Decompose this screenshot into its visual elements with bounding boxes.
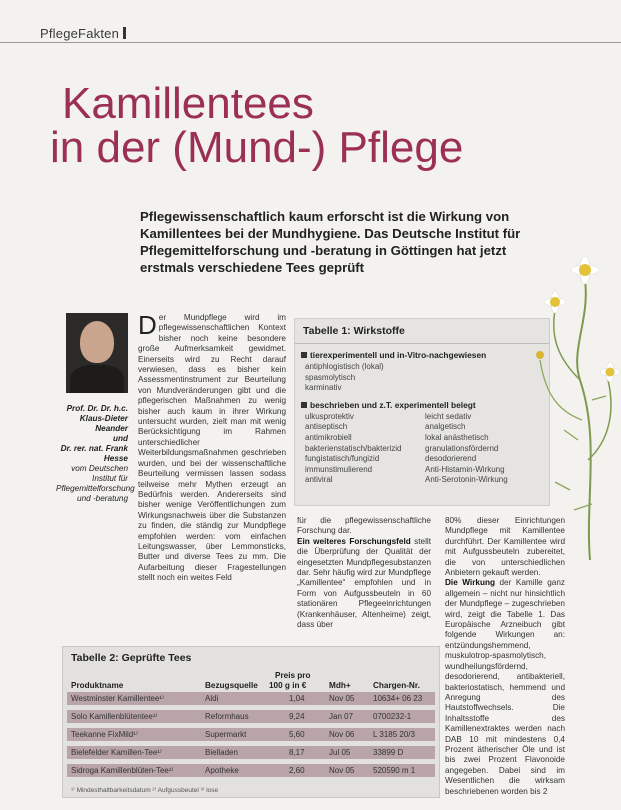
cell-product: Solo Kamillenblütentee¹⁾ [71, 712, 158, 721]
subheading-forschungsfeld: Ein weiteres Forschungsfeld [297, 536, 411, 546]
cell-charge: 10634+ 06 23 [373, 694, 423, 703]
cell-price: 8,17 [289, 748, 305, 757]
cell-mhd: Nov 05 [329, 694, 355, 703]
table-row [67, 728, 435, 741]
section-label [40, 26, 126, 41]
cell-charge: L 3185 20/3 [373, 730, 415, 739]
cell-product: Teekanne FixMild¹⁾ [71, 730, 138, 739]
cell-charge: 520590 m 1 [373, 766, 416, 775]
header-price-line2: 100 g in € [269, 681, 307, 690]
article-title [50, 79, 464, 172]
table1-item: fungistatisch/fungizid [305, 454, 380, 464]
table1-section2-label: beschrieben und z.T. experimentell belegt [310, 399, 476, 410]
table1-item: analgetisch [425, 422, 466, 432]
table1-item: antiviral [305, 475, 333, 485]
table2-footnote: ¹⁾ Mindesthaltbarkeitsdatum ²⁾ Aufgussbeutel ³⁾ lose [71, 787, 219, 794]
body-column-1 [138, 310, 286, 584]
header-price-line1: Preis pro [275, 671, 311, 680]
cell-charge: 0700232-1 [373, 712, 412, 721]
table2-title: Tabelle 2: Geprüfte Tees [71, 652, 192, 664]
cell-source: Apotheke [205, 766, 239, 775]
table1-item: antiseptisch [305, 422, 348, 432]
table1-item: leicht sedativ [425, 411, 472, 421]
author-portrait [66, 313, 128, 393]
cell-product: Sidroga Kamillenblüten-Tee¹⁾ [71, 766, 174, 775]
cell-source: Bielladen [205, 748, 238, 757]
table1-item: immunstimulierend [305, 464, 373, 474]
cell-charge: 33899 D [373, 748, 404, 757]
table1-item: spasmolytisch [305, 372, 356, 382]
cell-price: 5,60 [289, 730, 305, 739]
table-1 [294, 318, 550, 506]
table1-section1-list [305, 362, 539, 394]
chamomile-flower-illustration [530, 240, 621, 560]
cell-source: Aldi [205, 694, 219, 703]
author-and: und [112, 434, 128, 443]
table1-item: lokal anästhetisch [425, 432, 489, 442]
table1-section1 [301, 350, 543, 360]
body-col2-rest: stellt die Überprüfung der Qualität der eingesetzten Mundpflegesubstanzen dar. Sehr häufig wird zur Mundpflege „Kamillentee“ empfohlen und in Form von Aufgussbeuteln in 60 stationären Pflegeeinrichtungen (Krankenhäuser, Altenheime) zeigt, dass über [297, 536, 432, 630]
header-mhd: Mdh+ [329, 681, 351, 690]
table1-section2-list [305, 412, 539, 486]
table1-item: karminativ [305, 383, 342, 393]
portrait-head [80, 321, 114, 363]
table1-section1-label: tierexperimentell und in-Vitro-nachgewiesen [310, 350, 487, 360]
table-row [67, 764, 435, 777]
cell-mhd: Jan 07 [329, 712, 354, 721]
body-col3-text: 80% dieser Einrichtungen Mundpflege mit Kamillentee durchführt. Der Kamillentee wird mit Aufgussbeuteln zubereitet, die von unterschiedlichen Anbietern gekauft werden. [445, 516, 565, 578]
subheading-wirkung: Die Wirkung [445, 578, 495, 588]
section-label-text: PflegeFakten [40, 26, 120, 41]
table-row [67, 746, 435, 759]
cell-source: Reformhaus [205, 712, 249, 721]
table1-item: ulkusprotektiv [305, 411, 354, 421]
cell-mhd: Jul 05 [329, 748, 351, 757]
table1-item: bakterienstatisch/bakterizid [305, 443, 402, 453]
portrait-body [70, 365, 124, 393]
lead-paragraph: Pflegewissenschaftlich kaum erforscht ist die Wirkung von Kamillentees bei der Mundhygiene. Das Deutsche Institut für Pflegemittelforschung und -beratung in Göttingen hat jetzt erstmals verschiedene Tees geprüft [140, 209, 521, 275]
header-source: Bezugsquelle [205, 681, 258, 690]
bullet-square-icon [301, 402, 307, 408]
table1-item: Anti-Histamin-Wirkung [425, 464, 505, 474]
table-2 [62, 646, 440, 798]
body-column-3 [445, 516, 565, 797]
cell-source: Supermarkt [205, 730, 247, 739]
title-line2: in der (Mund-) Pflege [50, 123, 464, 172]
cell-product: Bielefelder Kamillen-Tee¹⁾ [71, 748, 162, 757]
table-row [67, 692, 435, 705]
cell-price: 2,60 [289, 766, 305, 775]
body-col2-text: für die pflegewissenschaftliche Forschung dar. [297, 516, 431, 536]
cell-product: Westminster Kamillentee¹⁾ [71, 694, 164, 703]
section-bar [123, 27, 126, 39]
table1-title: Tabelle 1: Wirkstoffe [295, 319, 549, 344]
cell-price: 9,24 [289, 712, 305, 721]
table-row [67, 710, 435, 723]
table1-section2 [301, 400, 543, 410]
table1-item: granulationsfördernd [425, 443, 499, 453]
body-col1-text: er Mundpflege wird im pflegewissenschaftlichen Kontext bisher noch keine besondere große Aufmerksamkeit gewidmet. Einerseits wird zu Recht darauf verwiesen, dass es bisher kein Assessmentinstrument zur Beurteilung von Mundveränderungen gibt und die pflegerischen Maßnahmen zu wenig bisher auch kaum in ihrer Wirkung untersucht wurden, zielt man mit wenig Berücksichtigung im Rahmen unterschiedlicher Weiterbildungsmaßnahmen geschrieben wurden, und bei der wissenschaftliche Beurteilung vermissen lassen sodass teilweise mehr Mythen erzeugt an Bedürfnis werden. Andererseits sind bisher wenige Veröffentlichungen zum Wirkungsnachweis über die Substanzen zu finden, die ständig zur Mundpflege empfohlen werden: vom einfachen Leitungswasser, über Lemmonsticks, Butter und diverse Tees zu mm. Die Aufarbeitung dieser Fragestellungen stellt noch ein weites Feld [138, 313, 286, 583]
table1-item: antimikrobiell [305, 432, 352, 442]
author-name-2: Dr. rer. nat. Frank Hesse [60, 444, 128, 463]
cell-price: 1,04 [289, 694, 305, 703]
header-divider [0, 42, 621, 43]
table1-item: antiphlogistisch (lokal) [305, 362, 384, 371]
header-charge: Chargen-Nr. [373, 681, 420, 690]
author-caption [56, 404, 135, 504]
dropcap: D [138, 310, 157, 340]
table1-item: desodorierend [425, 454, 477, 464]
body-column-2 [297, 516, 431, 630]
body-col3-rest: der Kamille ganz allgemein – nicht nur hinsichtlich der Mundpflege – zugeschrieben wird, zeigt die Tabelle 1. Das Europäische Arzneibuch gibt folgende Wirkungen an: entzündungshemmend, muskulotrop-spasmolytisch, wundheilungsfördernd, desodorierend, antibakteriell, bakteriostatisch, hemmend und Anregung des Hautstoffwechsels. Die Inhaltsstoffe des Kamillenextraktes werden nach DAB 10 mit mindestens 0,4 Prozent ätherischer Öle und ist bis zwei Prozent Flavonoide angegeben. Dabei sind im Wesentlichen die wirksam beschriebenen worden bis 2 [445, 578, 565, 796]
table2-header-row [63, 666, 439, 692]
bullet-square-icon [301, 352, 307, 358]
header-product: Produktname [71, 681, 124, 690]
cell-mhd: Nov 06 [329, 730, 355, 739]
table1-item: Anti-Serotonin-Wirkung [425, 475, 508, 485]
title-line1: Kamillentees [62, 79, 314, 128]
cell-mhd: Nov 05 [329, 766, 355, 775]
author-name-1: Prof. Dr. Dr. h.c. Klaus-Dieter Neander [66, 404, 128, 433]
author-role: vom Deutschen Institut für Pflegemittelforschung und -beratung [56, 464, 135, 503]
